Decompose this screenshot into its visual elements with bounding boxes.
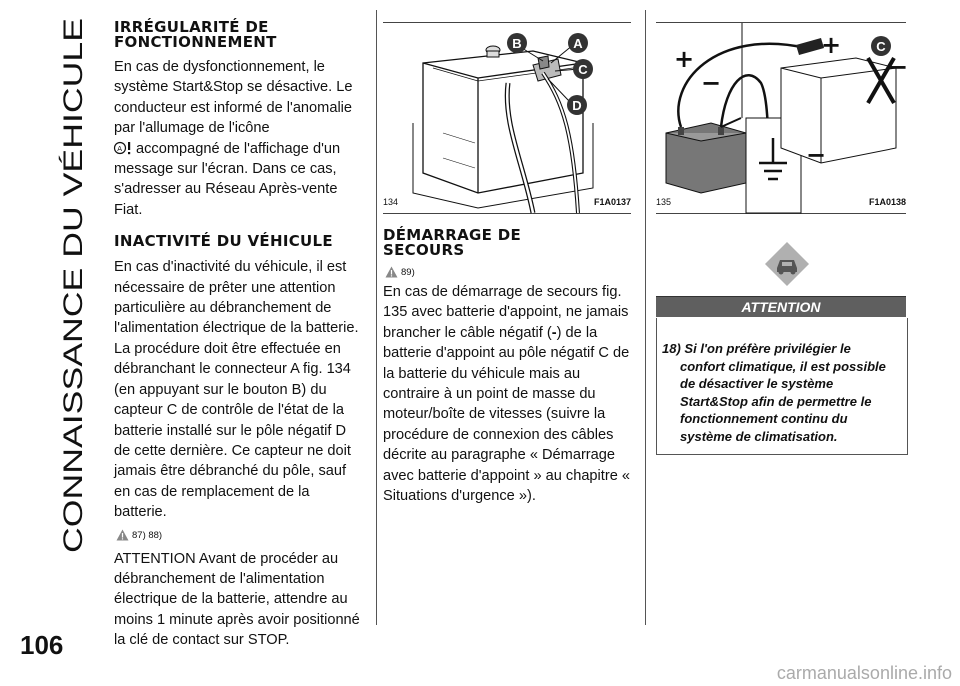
reference-text: 87) 88) <box>132 529 163 541</box>
paragraph-dysfonctionnement <box>114 57 366 220</box>
minus-symbol: - <box>551 324 557 341</box>
column-divider <box>645 10 646 625</box>
attention-note <box>662 340 902 445</box>
side-chapter-title <box>30 8 100 578</box>
column-1 <box>114 20 366 651</box>
figure-134-caption <box>383 197 631 207</box>
side-title-text: CONNAISSANCE DU VÉHICULE <box>58 147 88 553</box>
svg-text:−: − <box>888 53 909 81</box>
svg-text:+: + <box>674 45 695 73</box>
heading-inactivite: INACTIVITÉ DU VÉHICULE <box>114 232 333 251</box>
figure-135-caption <box>656 197 906 207</box>
jump-start-illustration <box>656 23 909 213</box>
figure-code: F1A0137 <box>593 197 631 207</box>
paragraph-attention: ATTENTION Avant de procéder au débranchement de l'alimentation électrique de la batterie, attendre au moins 1 minute après avoir positionné la clé de contact sur STOP. <box>114 550 360 649</box>
paragraph-text: ) de la batterie d'appoint au pôle négatif C de la batterie du véhicule mais au contraire à un point de masse du moteur/boîte de vitesses (suivre la procédure de connexion des câbles décrite au paragraphe « Démarrage avec batterie d'appoint » au chapitre « Situations d'urgence »). <box>383 324 630 505</box>
label-d: D <box>572 98 582 113</box>
svg-text:+: + <box>821 31 842 59</box>
svg-text:−: − <box>701 69 722 97</box>
reference-notes <box>116 529 366 541</box>
attention-header: ATTENTION <box>656 296 906 317</box>
paragraph-text: En cas de démarrage de secours fig. 135 avec batterie d'appoint, ne jamais brancher le câble négatif ( <box>383 284 629 341</box>
paragraph-text: En cas de dysfonctionnement, le système Start&Stop se désactive. Le conducteur est informé de l'anomalie par l'allumage de l'icône <box>114 59 353 137</box>
heading-irregularite: IRRÉGULARITÉ DE FONCTIONNEMENT <box>114 18 277 51</box>
figure-number: 134 <box>383 197 399 207</box>
warning-triangle-icon <box>385 266 398 278</box>
car-warning-icon <box>763 240 811 288</box>
note-text-rest: confort climatique, il est possible de désactiver le système Start&Stop afin de permettre le fonctionnement continu du système de climatisation. <box>680 358 886 444</box>
watermark: carmanualsonline.info <box>776 663 952 683</box>
figure-135 <box>656 22 909 214</box>
paragraph-text: accompagné de l'affichage d'un message sur l'écran. Dans ce cas, s'adresser au Réseau Après-vente Fiat. <box>114 140 341 218</box>
column-2 <box>383 228 631 506</box>
page-number: 106 <box>20 630 64 660</box>
svg-text:−: − <box>806 141 827 169</box>
warning-car-icon <box>114 141 136 155</box>
paragraph-inactivite: En cas d'inactivité du véhicule, il est nécessaire de prêter une attention particulière au débranchement de l'alimentation électrique de la batterie. La procédure doit être effectuée en débranchant le connecteur A fig. 134 (en appuyant sur le bouton B) du capteur C de contrôle de l'état de la batterie installé sur le pôle négatif D de cette dernière. Ce capteur ne doit jamais être débranché du pôle, sauf en cas de remplacement de la batterie. <box>114 259 359 521</box>
figure-number: 135 <box>656 197 672 207</box>
label-c: C <box>578 62 588 77</box>
svg-text:A: A <box>117 144 123 153</box>
heading-demarrage: DÉMARRAGE DE SECOURS <box>383 226 522 259</box>
column-divider <box>376 10 377 625</box>
label-c: C <box>876 39 886 54</box>
reference-text: 89) <box>401 267 415 278</box>
paragraph-demarrage <box>383 282 631 506</box>
figure-code: F1A0138 <box>868 197 906 207</box>
figure-134 <box>383 22 631 214</box>
label-b: B <box>512 36 522 51</box>
reference-notes <box>385 266 631 278</box>
note-text-first: Si l'on préfère privilégier le <box>684 341 851 356</box>
warning-triangle-icon <box>116 529 129 541</box>
note-number: 18) <box>662 341 681 356</box>
label-a: A <box>573 36 583 51</box>
battery-sensor-illustration <box>383 23 631 213</box>
